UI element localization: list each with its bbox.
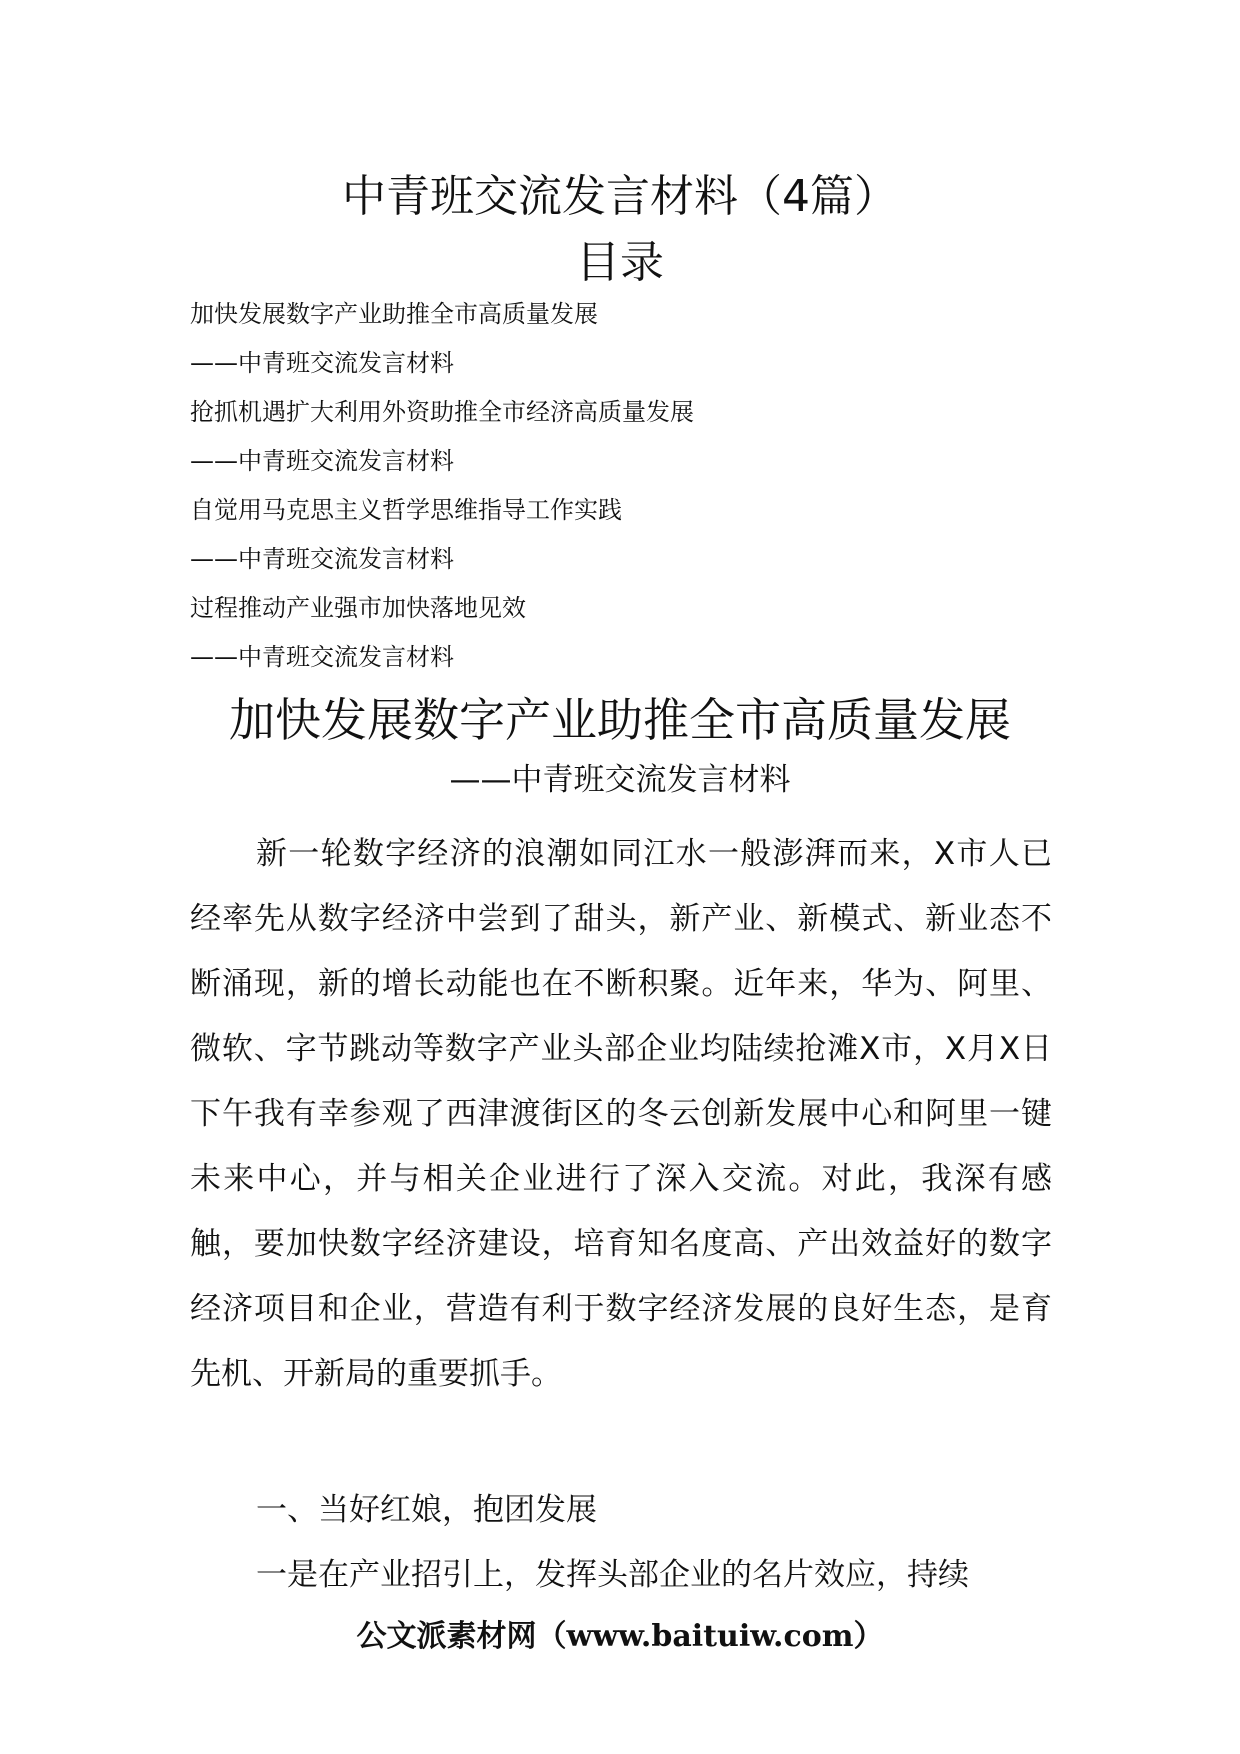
toc-item: 抢抓机遇扩大利用外资助推全市经济高质量发展 — [190, 398, 694, 426]
toc-item: ——中青班交流发言材料 — [190, 545, 454, 573]
toc-item: 加快发展数字产业助推全市高质量发展 — [190, 300, 598, 328]
document-title: 中青班交流发言材料（4篇） — [342, 171, 898, 222]
table-of-contents — [190, 290, 1090, 682]
section-heading: 一、当好红娘，抱团发展 — [256, 1492, 597, 1528]
toc-item: ——中青班交流发言材料 — [190, 447, 454, 475]
toc-item: ——中青班交流发言材料 — [190, 643, 454, 671]
body-paragraph: 一是在产业招引上，发挥头部企业的名片效应，持续 — [256, 1557, 969, 1593]
article-subtitle: ——中青班交流发言材料 — [449, 762, 791, 798]
toc-item: ——中青班交流发言材料 — [190, 349, 454, 377]
toc-heading: 目录 — [576, 237, 664, 288]
toc-item: 自觉用马克思主义哲学思维指导工作实践 — [190, 496, 622, 524]
body-paragraph: 新一轮数字经济的浪潮如同江水一般澎湃而来，X市人已经率先从数字经济中尝到了甜头，新产业、新模式、新业态不断涌现，新的增长动能也在不断积聚。近年来，华为、阿里、微软、字节跳动等数字产业头部企业均陆续抢滩X市，X月X日下午我有幸参观了西津渡街区的冬云创新发展中心和阿里一键未来中心，并与相关企业进行了深入交流。对此，我深有感触，要加快数字经济建设，培育知名度高、产出效益好的数字经济项目和企业，营造有利于数字经济发展的良好生态，是育先机、开新局的重要抓手。 — [190, 836, 1052, 1392]
page-footer: 公文派素材网（www.baituiw.com） — [356, 1619, 884, 1654]
article-title: 加快发展数字产业助推全市高质量发展 — [229, 693, 1011, 747]
toc-item: 过程推动产业强市加快落地见效 — [190, 594, 526, 622]
